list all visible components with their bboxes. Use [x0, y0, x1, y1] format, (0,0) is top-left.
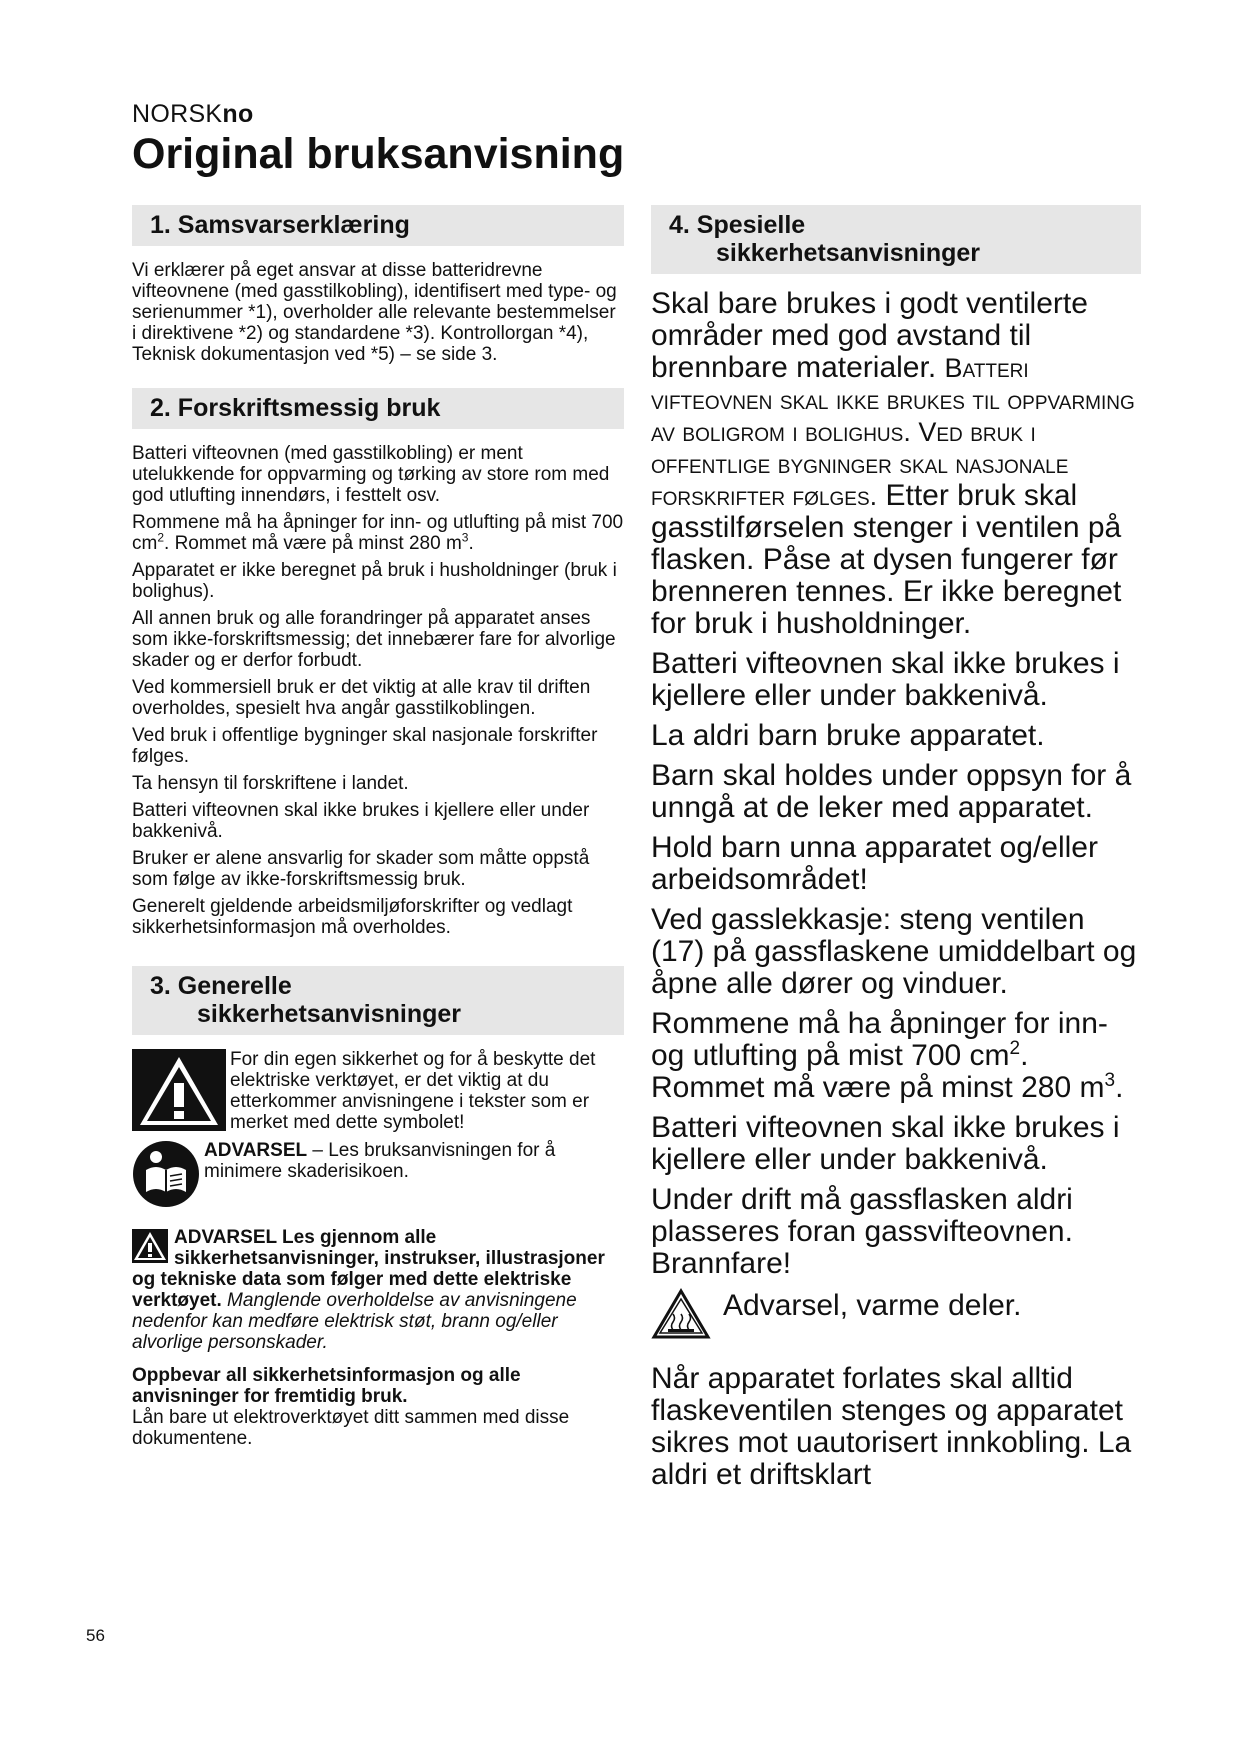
section-2-p1: Batteri vifteovnen (med gasstilkobling) er ment utelukkende for oppvarming og tørking av store rom med god utlufting innendørs, i festtelt osv.: [132, 443, 610, 506]
keep-text: Lån bare ut elektroverktøyet ditt sammen med disse dokumentene.: [132, 1407, 570, 1449]
read-manual-icon: [132, 1140, 200, 1213]
section-4-p6: Ved gasslekkasje: steng ventilen (17) på gassflaskene umiddelbart og åpne alle dører og vinduer.: [651, 903, 1137, 1000]
section-4-p4: Barn skal holdes under oppsyn for å unngå at de leker med apparatet.: [651, 759, 1132, 824]
section-4-heading: 4. Spesielle sikkerhetsanvisninger: [651, 205, 1141, 274]
language-label: [132, 100, 254, 129]
keep-bold: Oppbevar all sikkerhetsinformasjon og alle anvisninger for fremtidig bruk.: [132, 1365, 521, 1407]
section-1-heading: 1. Samsvarserklæring: [132, 205, 624, 246]
right-column: [651, 205, 1141, 1499]
section-2-p7: Ta hensyn til forskriftene i landet.: [132, 773, 409, 794]
hot-surface-icon: [651, 1288, 711, 1345]
advarsel-block: [132, 1227, 624, 1353]
section-4-p1: Skal bare brukes i godt ventilerte områder med god avstand til brennbare materialer. Batteri vifteovnen skal ikke brukes til oppvarming av boligrom i bolighus. Ved bruk i offentlige bygninger skal nasjonale forskrifter følges. Etter bruk skal gasstilførselen stenger i ventilen på flasken. Påse at dysen fungerer før brenneren tennes. Er ikke beregnet for bruk i husholdninger.: [651, 287, 1135, 640]
section-2-p3: Apparatet er ikke beregnet på bruk i husholdninger (bruk i bolighus).: [132, 560, 617, 602]
section-3-heading: 3. Generelle sikkerhetsanvisninger: [132, 966, 624, 1035]
advarsel-italic: Manglende overholdelse av anvisningene nedenfor kan medføre elektrisk støt, brann og/eller alvorlige personskader.: [132, 1290, 577, 1353]
read-manual-block: [132, 1140, 624, 1213]
advarsel-bold: ADVARSEL Les gjennom alle sikkerhetsanvisninger, instrukser, illustrasjoner og tekniske data som følger med dette elektriske verktøyet.: [132, 1227, 605, 1311]
section-2-p10: Generelt gjeldende arbeidsmiljøforskrifter og vedlagt sikkerhetsinformasjon må overholdes.: [132, 896, 573, 938]
section-1-body: Vi erklærer på eget ansvar at disse batteridrevne vifteovnene (med gasstilkobling), identifisert med type- og serienummer *1), overholder alle relevante bestemmelser i direktivene *2) og standardene *3). Kontrollorgan *4), Teknisk dokumentasjon ved *5) – se side 3.: [132, 260, 617, 365]
section-4-p5: Hold barn unna apparatet og/eller arbeidsområdet!: [651, 831, 1098, 896]
section-4-p11: Når apparatet forlates skal alltid flaskeventilen stenges og apparatet sikres mot uautorisert innkobling. La aldri et driftsklart: [651, 1362, 1132, 1491]
section-2-p4: All annen bruk og alle forandringer på apparatet anses som ikke-forskriftsmessig; det innebærer fare for alvorlige skader og er derfor forbudt.: [132, 608, 616, 671]
section-4-p8: Batteri vifteovnen skal ikke brukes i kjellere eller under bakkenivå.: [651, 1111, 1120, 1176]
section-4-p3: La aldri barn bruke apparatet.: [651, 719, 1045, 752]
section-4-p7: Rommene må ha åpninger for inn- og utlufting på mist 700 $cm^2$. Rommet må være på minst 280 $m^3$.: [651, 1007, 1124, 1104]
small-warning-icon: [132, 1229, 168, 1268]
section-2-heading: 2. Forskriftsmessig bruk: [132, 388, 624, 429]
hot-surface-warning: [651, 1288, 1141, 1345]
page-title: Original bruksanvisning: [132, 130, 625, 178]
language-name: NORSK: [132, 100, 223, 128]
left-column: [132, 205, 624, 1449]
page-number: 56: [86, 1626, 105, 1645]
general-warning-block: [132, 1049, 624, 1136]
general-warning-text: For din egen sikkerhet og for å beskytte det elektriske verktøyet, er det viktig at du etterkommer anvisningene i tekster som er merket med dette symbolet!: [230, 1049, 596, 1133]
read-manual-text: ADVARSEL – Les bruksanvisningen for å minimere skaderisikoen.: [204, 1140, 556, 1182]
section-2-p6: Ved bruk i offentlige bygninger skal nasjonale forskrifter følges.: [132, 725, 598, 767]
section-4-p2: Batteri vifteovnen skal ikke brukes i kjellere eller under bakkenivå.: [651, 647, 1120, 712]
section-2-p2: Rommene må ha åpninger for inn- og utlufting på mist 700 $cm^2$. Rommet må være på minst 280 $m^3$.: [132, 512, 624, 554]
section-2-p5: Ved kommersiell bruk er det viktig at alle krav til driften overholdes, spesielt hva angår gasstilkoblingen.: [132, 677, 591, 719]
section-2-p9: Bruker er alene ansvarlig for skader som måtte oppstå som følge av ikke-forskriftsmessig bruk.: [132, 848, 590, 890]
keep-instructions: [132, 1365, 624, 1449]
section-4-p9: Under drift må gassflasken aldri plasseres foran gassvifteovnen. Brannfare!: [651, 1183, 1073, 1280]
section-2-p8: Batteri vifteovnen skal ikke brukes i kjellere eller under bakkenivå.: [132, 800, 590, 842]
hot-surface-text: Advarsel, varme deler.: [723, 1289, 1022, 1322]
warning-triangle-icon: [132, 1049, 226, 1136]
language-code: no: [222, 100, 254, 128]
